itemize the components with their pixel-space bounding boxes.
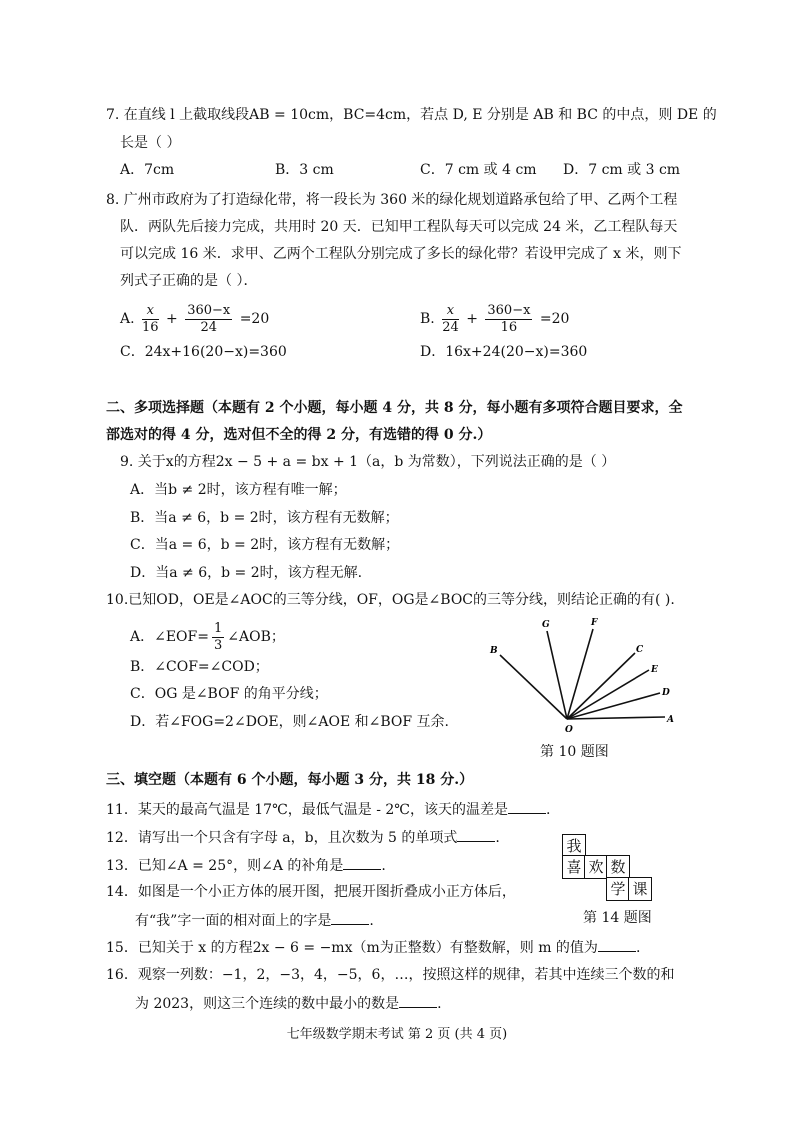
q8-line4: 列式子正确的是（ ）． xyxy=(120,273,258,289)
label-o: O xyxy=(565,725,573,735)
fraction: $\frac{360-x}{24}$ xyxy=(187,302,231,335)
label-g: G xyxy=(542,620,550,630)
fig14-caption: 第 14 题图 xyxy=(583,910,652,926)
answer-blank[interactable] xyxy=(399,993,437,1008)
label-d: D xyxy=(662,688,670,698)
angle-figure xyxy=(485,615,685,735)
answer-blank[interactable] xyxy=(457,827,495,842)
cube-cell: 欢 xyxy=(584,855,608,879)
label-a: A xyxy=(667,715,674,725)
q7-option-d: D．7 cm 或 3 cm xyxy=(563,162,681,178)
page-footer: 七年级数学期末考试 第 2 页 (共 4 页) xyxy=(286,1027,508,1042)
q8-option-a: A. $\frac{x}{16}$ + $\frac{360-x}{24}$ =20 xyxy=(120,302,270,335)
ray-oa xyxy=(567,717,665,719)
fig10-caption: 第 10 题图 xyxy=(540,744,609,760)
q7-option-b: B．3 cm xyxy=(275,162,334,178)
q8-line3: 可以完成 16 米．求甲、乙两个工程队分别完成了多长的绿化带？若设甲完成了 x 米，则下 xyxy=(120,246,682,262)
q10-option-c: C．OG 是∠BOF 的角平分线； xyxy=(130,686,328,702)
q9-stem: 9. 关于x的方程2x − 5 + a = bx + 1（a，b 为常数），下列说法正确的是（ ） xyxy=(120,454,616,470)
cube-cell: 喜 xyxy=(562,855,586,879)
q10-stem: 10.已知OD，OE是∠AOC的三等分线，OF，OG是∠BOC的三等分线，则结论正确的有( ). xyxy=(106,592,675,608)
q9-option-a: A．当b ≠ 2时，该方程有唯一解； xyxy=(130,482,347,498)
section2-heading-line1: 二、多项选择题（本题有 2 个小题，每小题 4 分，共 8 分，每小题有多项符合题目要求，全 xyxy=(106,400,683,416)
q9-option-b: B．当a ≠ 6，b = 2时，该方程有无数解； xyxy=(130,510,399,526)
label-e: E xyxy=(651,665,658,675)
q10-option-a: A．∠EOF= $\frac{1}{3}$ ∠AOB； xyxy=(130,620,285,653)
q16-line1: 16．观察一列数：−1，2，−3，4，−5，6，…，按照这样的规律，若其中连续三个数的和 xyxy=(106,967,675,983)
q11: 11．某天的最高气温是 17℃，最低气温是 - 2℃，该天的温差是 . xyxy=(106,799,550,820)
answer-blank[interactable] xyxy=(331,910,369,925)
label-c: C xyxy=(636,645,644,655)
cube-cell: 学 xyxy=(606,877,630,901)
cube-cell: 课 xyxy=(628,877,652,901)
q16-line2: 为 2023，则这三个连续的数中最小的数是 . xyxy=(135,993,442,1014)
fraction: $\frac{x}{16}$ xyxy=(142,302,159,335)
q13: 13．已知∠A = 25°，则∠A 的补角是 . xyxy=(106,855,386,876)
q7-line1: 7. 在直线 l 上截取线段AB = 10cm，BC=4cm，若点 D, E 分别是 AB 和 BC 的中点，则 DE 的 xyxy=(106,107,717,123)
q7-line2: 长是（ ） xyxy=(120,135,181,151)
q12: 12．请写出一个只含有字母 a，b，且次数为 5 的单项式 . xyxy=(106,827,500,848)
ray-ob xyxy=(500,655,567,719)
answer-blank[interactable] xyxy=(508,799,546,814)
answer-blank[interactable] xyxy=(598,937,636,952)
q10-option-d: D．若∠FOG=2∠DOE，则∠AOE 和∠BOF 互余. xyxy=(130,714,449,730)
label-f: F xyxy=(591,618,598,628)
q7-option-a: A．7cm xyxy=(120,162,175,178)
fraction: $\frac{1}{3}$ xyxy=(213,620,223,653)
fraction: $\frac{360-x}{16}$ xyxy=(487,302,531,335)
q8-line2: 队．两队先后接力完成，共用时 20 天．已知甲工程队每天可以完成 24 米，乙工程队每天 xyxy=(120,219,678,235)
ray-og xyxy=(547,631,567,719)
fraction: $\frac{x}{24}$ xyxy=(442,302,459,335)
q15: 15．已知关于 x 的方程2x − 6 = −mx（m为正整数）有整数解，则 m 的值为 . xyxy=(106,937,640,958)
cube-cell: 数 xyxy=(606,855,630,879)
q9-option-d: D．当a ≠ 6，b = 2时，该方程无解. xyxy=(130,565,363,581)
q14-line2: 有“我”字一面的相对面上的字是 . xyxy=(135,910,374,931)
label-b: B xyxy=(490,646,498,656)
q7-option-c: C．7 cm 或 4 cm xyxy=(420,162,537,178)
q14-line1: 14．如图是一个小正方体的展开图，把展开图折叠成小正方体后， xyxy=(106,884,516,900)
section3-heading: 三、填空题（本题有 6 个小题，每小题 3 分，共 18 分.） xyxy=(106,772,474,788)
cube-cell: 我 xyxy=(562,834,586,858)
q8-option-d: D．16x+24(20−x)=360 xyxy=(420,344,588,360)
section2-heading-line2: 部选对的得 4 分，选对但不全的得 2 分，有选错的得 0 分.） xyxy=(106,427,492,443)
answer-blank[interactable] xyxy=(343,855,381,870)
q8-option-b: B. $\frac{x}{24}$ + $\frac{360-x}{16}$ =20 xyxy=(420,302,570,335)
q9-option-c: C．当a = 6，b = 2时，该方程有无数解； xyxy=(130,537,400,553)
q8-option-c: C．24x+16(20−x)=360 xyxy=(120,344,287,360)
q8-line1: 8. 广州市政府为了打造绿化带，将一段长为 360 米的绿化规划道路承包给了甲、乙两个工程 xyxy=(106,192,678,208)
q10-option-b: B．∠COF=∠COD； xyxy=(130,659,269,675)
